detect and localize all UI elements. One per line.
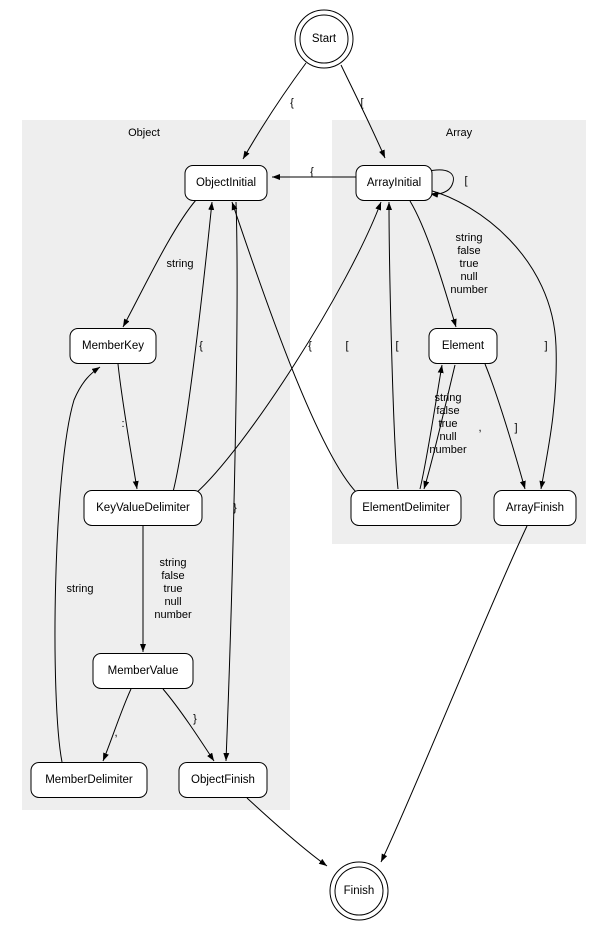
node-finish[interactable]	[330, 862, 388, 920]
edge-label-array-element-line-3: true	[459, 257, 479, 270]
edge-label-kvd-arrayinitial: [	[345, 339, 349, 352]
node-key-value-delimiter-label: KeyValueDelimiter	[96, 502, 190, 515]
edge-label-start-object: {	[290, 96, 294, 109]
node-member-key-label: MemberKey	[82, 340, 144, 353]
edge-label-object-memberkey: string	[166, 257, 194, 270]
node-array-finish-label: ArrayFinish	[505, 502, 565, 515]
cluster-object-rect	[22, 120, 290, 810]
cluster-array-label: Array	[445, 126, 473, 139]
node-array-initial[interactable]	[356, 166, 432, 201]
edge-label-array-element-line-4: null	[460, 270, 478, 283]
node-member-delimiter[interactable]	[31, 763, 147, 798]
edge-label-md-memberkey: string	[66, 582, 94, 595]
edge-label-ed-element-line-5: number	[429, 443, 467, 456]
node-element[interactable]	[429, 329, 497, 364]
edge-label-ed-element-line-4: null	[439, 430, 457, 443]
edge-label-kvd-membervalue-line-2: false	[161, 569, 185, 582]
node-array-finish[interactable]	[494, 491, 576, 526]
cluster-object	[22, 120, 290, 810]
edge-label-array-element-line-1: string	[455, 231, 483, 244]
edge-label-kvd-objectinitial: {	[199, 339, 203, 352]
edge-label-ed-objectinitial: {	[308, 339, 312, 352]
edge-label-array-element-line-5: number	[450, 283, 488, 296]
edge-label-array-arrayfinish: ]	[544, 339, 548, 352]
edge-label-membervalue-md: ,	[114, 726, 118, 739]
node-member-delimiter-label: MemberDelimiter	[45, 774, 133, 787]
node-element-label: Element	[441, 340, 485, 353]
node-object-initial[interactable]	[185, 166, 267, 201]
node-member-value-label: MemberValue	[107, 665, 179, 678]
edge-label-start-array: [	[360, 96, 364, 109]
edge-label-memberkey-kvd: :	[121, 417, 125, 430]
node-start[interactable]	[295, 10, 353, 68]
node-element-delimiter[interactable]	[351, 491, 461, 526]
edge-arrayfinish-to-finish	[381, 526, 527, 862]
edge-label-array-element-line-2: false	[457, 244, 481, 257]
edge-label-ed-element-line-3: true	[438, 417, 458, 430]
edge-label-objectinitial-objectfinish: }	[233, 501, 237, 514]
edge-label-kvd-membervalue-line-3: true	[163, 582, 183, 595]
node-object-finish-label: ObjectFinish	[191, 774, 255, 787]
edge-label-element-arrayfinish: ]	[514, 421, 518, 434]
edge-label-ed-arrayinitial: [	[395, 339, 399, 352]
edge-label-ed-element-line-1: string	[434, 391, 462, 404]
cluster-object-label: Object	[128, 126, 160, 139]
node-finish-label: Finish	[343, 885, 375, 898]
node-member-value[interactable]	[93, 654, 193, 689]
edge-label-kvd-membervalue-line-4: null	[164, 595, 182, 608]
node-key-value-delimiter[interactable]	[84, 491, 202, 526]
edge-label-ed-element-line-2: false	[436, 404, 460, 417]
edge-label-array-self: [	[464, 174, 468, 187]
node-element-delimiter-label: ElementDelimiter	[362, 502, 450, 515]
edge-label-kvd-membervalue-line-5: number	[154, 608, 192, 621]
node-array-initial-label: ArrayInitial	[366, 177, 422, 190]
node-object-finish[interactable]	[179, 763, 267, 798]
edge-label-kvd-membervalue-line-1: string	[159, 556, 187, 569]
node-start-label: Start	[311, 33, 337, 46]
node-object-initial-label: ObjectInitial	[195, 177, 257, 190]
edge-label-array-object: {	[310, 165, 314, 178]
edge-label-membervalue-objectfinish: }	[193, 712, 197, 725]
node-member-key[interactable]	[70, 329, 156, 364]
edge-label-element-ed: ,	[478, 421, 482, 434]
